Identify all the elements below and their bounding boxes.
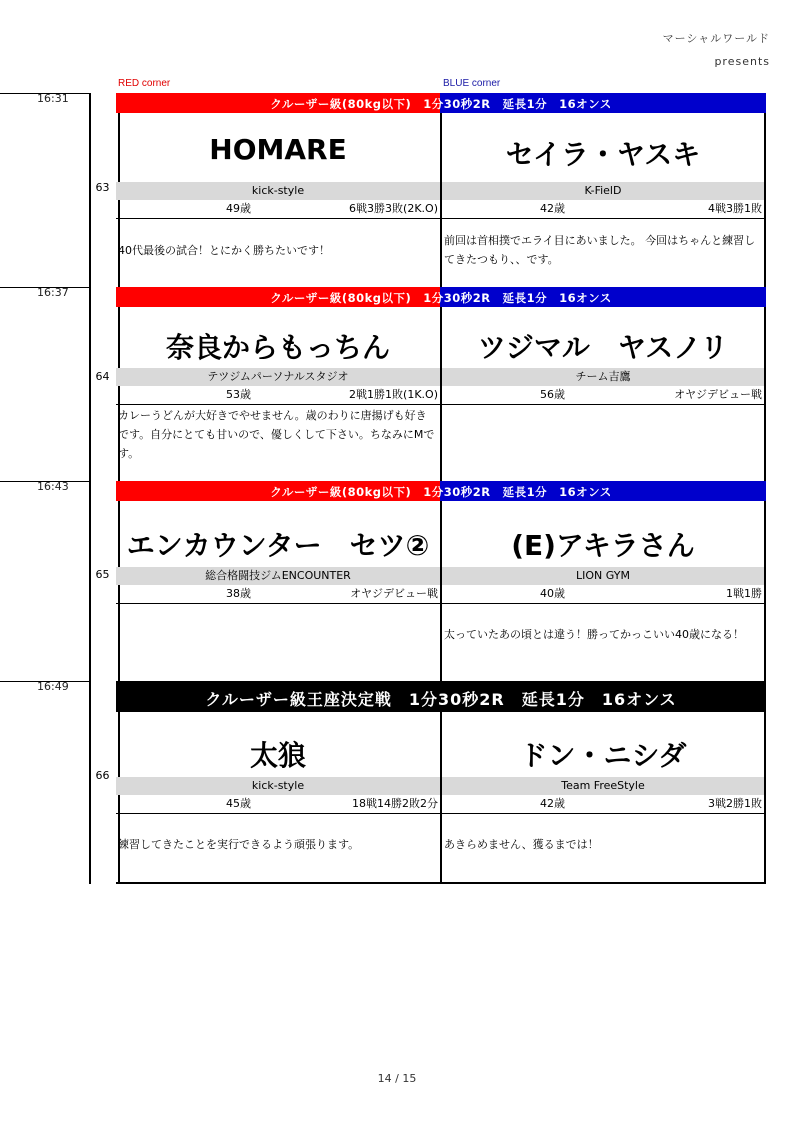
- fighter-comment: 太っていたあの頃とは違う！勝ってかっこいい40歳になる！: [444, 628, 744, 641]
- blue-fighter: [442, 307, 766, 481]
- fighter-comment: 練習してきたことを実行できるよう頑張ります。: [118, 838, 360, 851]
- fighter-name: (E)アキラさん: [511, 529, 695, 562]
- fighter-age: 56歳: [540, 388, 565, 401]
- blue-corner-label: BLUE corner: [443, 78, 501, 89]
- fighter-comment: 40代最後の試合！とにかく勝ちたいです！: [118, 244, 330, 257]
- bout-title-bar: [116, 481, 766, 501]
- fighter-record: 6戦3勝3敗(2K.O): [349, 202, 438, 215]
- bout-title: クルーザー級(80kg以下) 1分30秒2R 延長1分 16オンス: [270, 291, 612, 305]
- bout-time: 16:43: [37, 480, 69, 493]
- fighter-record: 3戦2勝1敗: [708, 797, 762, 810]
- organizer-name: マーシャルワールド: [662, 32, 770, 45]
- bout-title: クルーザー級(80kg以下) 1分30秒2R 延長1分 16オンス: [270, 97, 612, 111]
- fighter-age: 53歳: [226, 388, 251, 401]
- fighter-record: オヤジデビュー戦: [350, 587, 438, 600]
- fighter-gym: Team FreeStyle: [442, 777, 764, 795]
- fighter-name: ツジマル ヤスノリ: [477, 331, 729, 364]
- fighter-age: 42歳: [540, 797, 565, 810]
- bout-title: クルーザー級王座決定戦 1分30秒2R 延長1分 16オンス: [205, 690, 677, 709]
- fighter-gym: LION GYM: [442, 567, 764, 585]
- bout-row: [37, 680, 766, 884]
- fighter-name: HOMARE: [209, 133, 347, 166]
- fighter-gym: kick-style: [116, 777, 440, 795]
- title-match-bar: [116, 681, 766, 712]
- fighter-gym: テツジムパーソナルスタジオ: [116, 368, 440, 386]
- blue-fighter: [442, 501, 766, 681]
- bout-row: [37, 286, 766, 481]
- fighter-age: 42歳: [540, 202, 565, 215]
- fighter-record: オヤジデビュー戦: [674, 388, 762, 401]
- fighter-name: 奈良からもっちん: [165, 331, 390, 364]
- bout-number: 64: [95, 370, 110, 383]
- fighter-age: 49歳: [226, 202, 251, 215]
- fighter-record: 2戦1勝1敗(1K.O): [349, 388, 438, 401]
- table-bottom-border: [116, 882, 766, 884]
- fighter-name: セイラ・ヤスキ: [505, 138, 701, 171]
- bout-title: クルーザー級(80kg以下) 1分30秒2R 延長1分 16オンス: [270, 485, 612, 499]
- bout-time: 16:49: [37, 680, 69, 693]
- bout-sheet: [37, 92, 766, 884]
- bout-time: 16:31: [37, 92, 69, 105]
- bout-row: [37, 480, 766, 681]
- fighter-record: 18戦14勝2敗2分: [352, 797, 438, 810]
- bout-title-bar: [116, 93, 766, 113]
- fighter-comment: あきらめません、獲るまでは！: [444, 838, 599, 851]
- blue-fighter: [442, 113, 766, 287]
- fighter-gym: チーム吉鷹: [442, 368, 764, 386]
- red-fighter: [116, 307, 442, 481]
- fighter-gym: 総合格闘技ジムENCOUNTER: [116, 567, 440, 585]
- bout-number: 63: [95, 181, 110, 194]
- blue-fighter: [442, 712, 766, 884]
- fighter-record: 1戦1勝: [726, 587, 762, 600]
- fighter-gym: K-FielD: [442, 182, 764, 200]
- fighter-age: 38歳: [226, 587, 251, 600]
- fighter-age: 40歳: [540, 587, 565, 600]
- presents-label: presents: [714, 55, 770, 68]
- fighter-name: ドン・ニシダ: [519, 739, 687, 772]
- bout-row: [37, 92, 766, 287]
- red-fighter: [116, 501, 442, 681]
- bout-number: 66: [95, 769, 110, 782]
- page-number: 14 / 15: [377, 1072, 417, 1085]
- red-fighter: [116, 113, 442, 287]
- fighter-gym: kick-style: [116, 182, 440, 200]
- bout-title-bar: [116, 287, 766, 307]
- fighter-name: 太狼: [249, 739, 306, 772]
- red-fighter: [116, 712, 442, 884]
- fighter-comment: 前回は首相撲でエライ目にあいました。 今回はちゃんと練習してきたつもり、、です。: [444, 234, 756, 266]
- bout-time: 16:37: [37, 286, 69, 299]
- bout-number: 65: [95, 568, 110, 581]
- fighter-record: 4戦3勝1敗: [708, 202, 762, 215]
- fighter-age: 45歳: [226, 797, 251, 810]
- fighter-name: エンカウンター セツ②: [126, 529, 430, 562]
- fighter-comment: カレーうどんが大好きでやせません。歳のわりに唐揚げも好きです。自分にとても甘いので、優しくして下さい。ちなみにMです。: [118, 409, 435, 460]
- red-corner-label: RED corner: [118, 78, 171, 89]
